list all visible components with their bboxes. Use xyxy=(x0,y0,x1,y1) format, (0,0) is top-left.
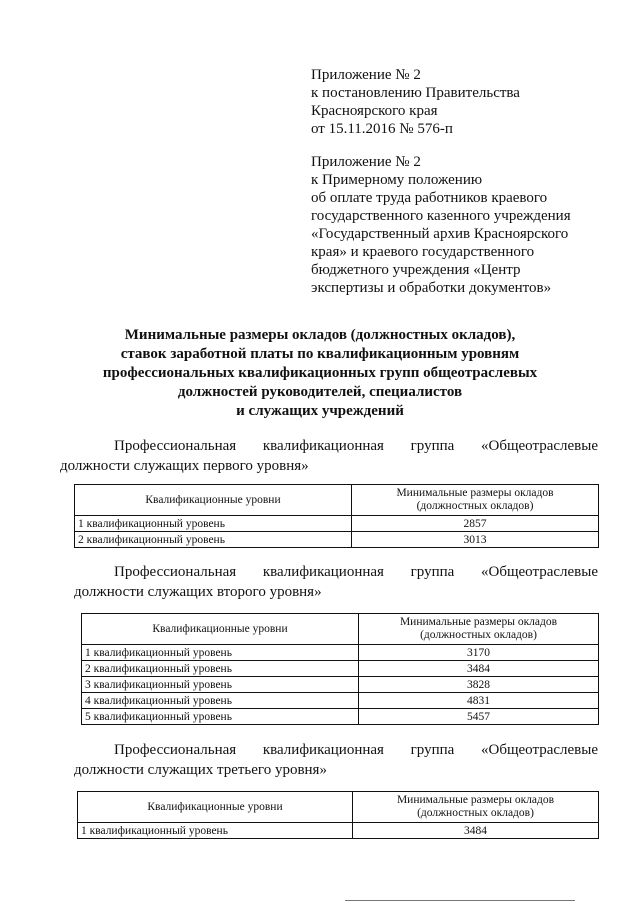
header-salary: Минимальные размеры окладов (должностных окладов) xyxy=(352,485,599,516)
table-row xyxy=(82,693,599,709)
table-row xyxy=(82,677,599,693)
value-cell: 3170 xyxy=(359,645,599,661)
level-cell: 3 квалификационный уровень xyxy=(82,677,359,693)
appendix-line: об оплате труда работников краевого xyxy=(311,190,548,206)
appendix-line: края» и краевого государственного xyxy=(311,244,535,260)
appendix-line: Приложение № 2 xyxy=(311,154,421,170)
group-3-intro: Профессиональная квалификационная группа «Общеотраслевые должности служащих третьего уровня» xyxy=(74,742,598,778)
title-line: ставок заработной платы по квалификационным уровням xyxy=(120,346,520,362)
value-cell: 5457 xyxy=(359,709,599,725)
appendix-line: «Государственный архив Красноярского xyxy=(311,226,569,242)
title-line: и служащих учреждений xyxy=(236,403,404,419)
table-row xyxy=(78,823,599,839)
appendix-line: от 15.11.2016 № 576-п xyxy=(311,121,453,137)
title-line: Минимальные размеры окладов (должностных окладов), xyxy=(124,327,516,343)
value-cell: 3484 xyxy=(359,661,599,677)
level-cell: 1 квалификационный уровень xyxy=(82,645,359,661)
table-row xyxy=(75,532,599,548)
appendix-line: бюджетного учреждения «Центр xyxy=(311,262,521,278)
appendix-line: к Примерному положению xyxy=(311,172,483,188)
appendix-line: государственного казенного учреждения xyxy=(311,208,571,224)
table-header-row xyxy=(78,792,599,823)
header-salary: Минимальные размеры окладов (должностных окладов) xyxy=(359,614,599,645)
appendix-line: экспертизы и обработки документов» xyxy=(311,280,552,296)
header-salary: Минимальные размеры окладов (должностных окладов) xyxy=(353,792,599,823)
value-cell: 3013 xyxy=(352,532,599,548)
table-row xyxy=(82,709,599,725)
table-header-row xyxy=(75,485,599,516)
level-cell: 1 квалификационный уровень xyxy=(75,516,352,532)
group-1-intro: Профессиональная квалификационная группа «Общеотраслевые должности служащих первого уровня» xyxy=(60,438,598,474)
table-row xyxy=(75,516,599,532)
level-cell: 4 квалификационный уровень xyxy=(82,693,359,709)
document-title xyxy=(60,326,580,421)
header-level: Квалификационные уровни xyxy=(78,792,353,823)
group-3-table xyxy=(77,791,599,839)
appendix-line: к постановлению Правительства xyxy=(311,85,520,101)
appendix-line: Приложение № 2 xyxy=(311,67,421,83)
group-2-table xyxy=(81,613,599,725)
appendix-header-resolution xyxy=(311,66,520,138)
group-1-table xyxy=(74,484,599,548)
appendix-line: Красноярского края xyxy=(311,103,438,119)
group-2-intro: Профессиональная квалификационная группа «Общеотраслевые должности служащих второго уровня» xyxy=(74,564,598,600)
table-header-row xyxy=(82,614,599,645)
level-cell: 1 квалификационный уровень xyxy=(78,823,353,839)
value-cell: 3828 xyxy=(359,677,599,693)
level-cell: 2 квалификационный уровень xyxy=(82,661,359,677)
level-cell: 2 квалификационный уровень xyxy=(75,532,352,548)
appendix-header-regulation xyxy=(311,153,571,297)
header-level: Квалификационные уровни xyxy=(82,614,359,645)
table-row xyxy=(82,661,599,677)
level-cell: 5 квалификационный уровень xyxy=(82,709,359,725)
title-line: должностей руководителей, специалистов xyxy=(177,384,463,400)
value-cell: 4831 xyxy=(359,693,599,709)
header-level: Квалификационные уровни xyxy=(75,485,352,516)
value-cell: 3484 xyxy=(353,823,599,839)
table-row xyxy=(82,645,599,661)
page-edge-line xyxy=(345,900,575,901)
value-cell: 2857 xyxy=(352,516,599,532)
title-line: профессиональных квалификационных групп общеотраслевых xyxy=(102,365,538,381)
